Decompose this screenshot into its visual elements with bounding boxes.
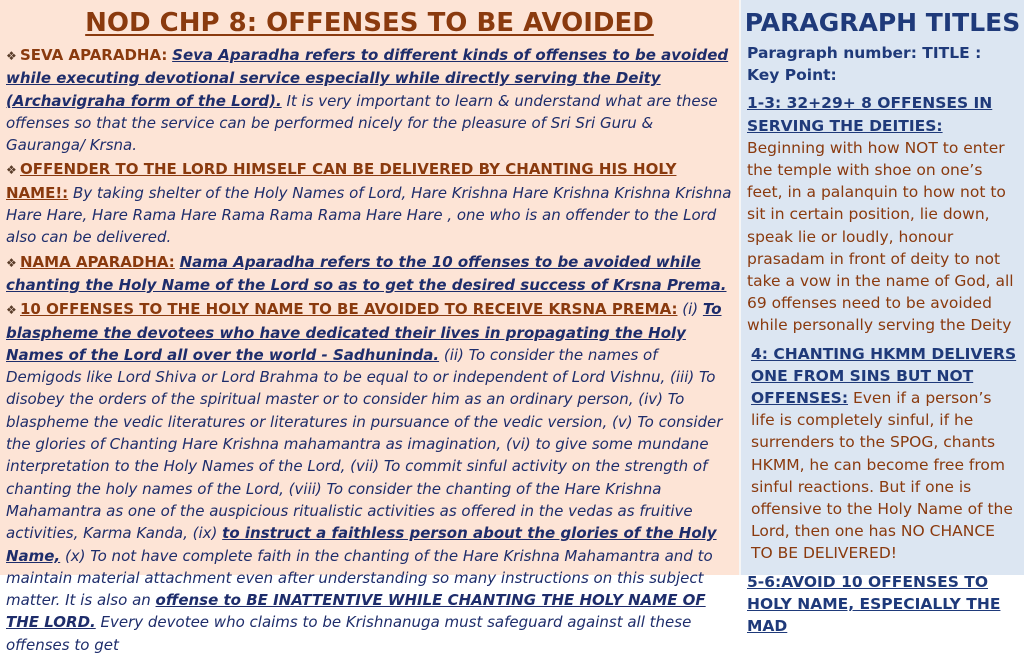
paragraph-seva-aparadha: [6, 44, 734, 156]
paragraph-ten-offenses: [6, 298, 734, 656]
title-entry-4: [747, 343, 1019, 565]
title-entry-1-3-head: 1-3: 32+29+ 8 OFFENSES IN SERVING THE DEITIES:: [747, 94, 993, 135]
offense-sadhuninda: To blaspheme the devotees who have dedicated their lives in propagating the Holy Names of the Lord all over the world - Sadhuninda.: [6, 300, 722, 364]
heading-nama-aparadha: NAMA APARADHA:: [20, 252, 175, 271]
title-entry-5-6: [747, 571, 1019, 638]
heading-ten-offenses: 10 OFFENSES TO THE HOLY NAME TO BE AVOIDED TO RECEIVE KRSNA PREMA:: [20, 300, 678, 319]
offense-inattentive-chanting: offense to BE INATTENTIVE WHILE CHANTING THE HOLY NAME OF THE LORD.: [6, 591, 706, 632]
offense-faithless-instruction: to instruct a faithless person about the glories of the Holy Name,: [6, 524, 717, 565]
right-body: [747, 42, 1019, 643]
title-entry-1-3: [747, 92, 1019, 336]
left-body: [6, 44, 734, 658]
heading-offender-delivered: OFFENDER TO THE LORD HIMSELF CAN BE DELIVERED BY CHANTING HIS HOLY NAME!:: [6, 160, 677, 202]
ten-offenses-text-3: (x) To not have complete faith in the chanting of the Hare Krishna Mahamantra and to maintain material attachment even after understanding so many instructions on this subject matter. It is also an: [6, 546, 713, 610]
diamond-bullet-icon: ❖: [6, 255, 17, 270]
ten-offenses-text-1: (i): [677, 300, 703, 319]
paragraph-titles-intro: Paragraph number: TITLE : Key Point:: [747, 44, 982, 85]
slide-title: NOD CHP 8: OFFENSES TO BE AVOIDED: [85, 8, 654, 38]
title-entry-4-head: 4: CHANTING HKMM DELIVERS ONE FROM SINS BUT NOT OFFENSES:: [751, 344, 1017, 408]
title-entry-5-6-head: 5-6:AVOID 10 OFFENSES TO HOLY NAME, ESPECIALLY THE MAD: [747, 572, 1001, 636]
right-panel: [741, 0, 1024, 636]
seva-aparadha-definition: Seva Aparadha refers to different kinds of offenses to be avoided while executing devotional service especially while directly serving the Deity (Archavigraha form of the Lord).: [6, 46, 729, 110]
paragraph-titles-heading: PARAGRAPH TITLES: [744, 8, 1021, 37]
heading-seva-aparadha: SEVA APARADHA:: [20, 46, 168, 64]
seva-aparadha-text: It is very important to learn & understand what are these offenses so that the service can be performed nicely for the pleasure of Sri Sri Guru & Gauranga/ Krsna.: [6, 91, 718, 155]
title-entry-4-text: Even if a person’s life is completely sinful, if he surrenders to the SPOG, chants HKMM, he can become free from sinful reactions. But if one is offensive to the Holy Name of the Lord, then one has NO CHANCE TO BE DELIVERED!: [751, 389, 1013, 563]
nama-aparadha-definition: Nama Aparadha refers to the 10 offenses to be avoided while chanting the Holy Name of the Lord so as to get the desired success of Krsna Prema.: [6, 252, 727, 294]
title-entry-1-3-text: Beginning with how NOT to enter the temple with shoe on one’s feet, in a palanquin to how not to sit in certain position, lie down, speak lie or loudly, honour prasadam in front of deity to not take a vow in the name of God, all 69 offenses need to be avoided while personally serving the Deity: [747, 138, 1014, 335]
ten-offenses-text-4: Every devotee who claims to be Krishnanuga must safeguard against all these offenses to get: [6, 613, 692, 654]
paragraph-offender-delivered: [6, 158, 734, 248]
paragraph-nama-aparadha: [6, 251, 734, 297]
diamond-bullet-icon: ❖: [6, 163, 17, 178]
offender-delivered-text: By taking shelter of the Holy Names of Lord, Hare Krishna Hare Krishna Krishna Krishna Hare Hare, Hare Rama Hare Rama Rama Rama Hare Hare , one who is an offender to the Lord also can be delivered.: [6, 183, 732, 247]
ten-offenses-text-2: (ii) To consider the names of Demigods like Lord Shiva or Lord Brahma to be equal to or independent of Lord Vishnu, (iii) To disobey the orders of the spiritual master or to consider him as an ordinary person, (iv) To blaspheme the vedic literatures or literatures in pursuance of the vedic version, (v) To consider the glories of Chanting Hare Krishna mahamantra as imagination, (vi) to give some mundane interpretation to the Holy Names of the Lord, (vii) To commit sinful activity on the strength of chanting the holy names of the Lord, (viii) To consider the chanting of the Hare Krishna Mahamantra as one of the auspicious ritualistic activities as offered in the vedas as fruitive activities, Karma Kanda, (ix): [6, 345, 723, 543]
diamond-bullet-icon: ❖: [6, 49, 17, 63]
diamond-bullet-icon: ❖: [6, 303, 17, 318]
